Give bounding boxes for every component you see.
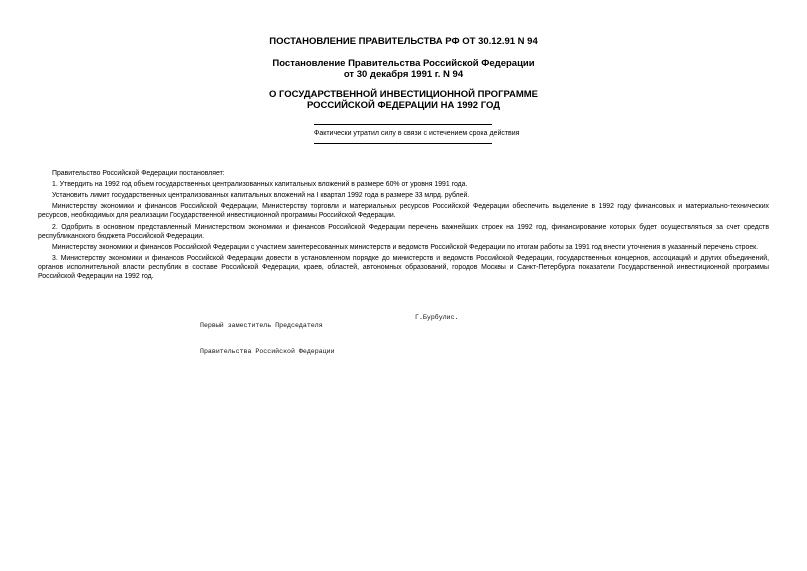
document-body [38, 169, 769, 283]
heading-main-text: ПОСТАНОВЛЕНИЕ ПРАВИТЕЛЬСТВА РФ ОТ 30.12.91 N 94 [269, 36, 538, 47]
signatory-name: Г.Бурбулис. [415, 313, 459, 321]
paragraph: Министерству экономики и финансов Российской Федерации с участием заинтересованных министерств и ведомств Российской Федерации по итогам работы за 1991 год внести уточнения в указанный перечень строек. [52, 243, 759, 251]
signatory-position: Правительства Российской Федерации [200, 347, 335, 355]
signature-block [200, 305, 459, 382]
document-heading [0, 36, 807, 47]
paragraph: 2. Одобрить в основном представленный Министерством экономики и финансов Российской Федерации перечень важнейших строек на 1992 год, финансирование которых будет осуществляться за счет средств республиканского бюджета Российской Федерации. [38, 223, 769, 240]
paragraph: 1. Утвердить на 1992 год объем государственных централизованных капитальных вложений в размере 60% от уровня 1991 года. [52, 181, 468, 189]
paragraph: Министерству экономики и финансов Российской Федерации, Министерству торговли и материальных ресурсов Российской Федерации обеспечить выделение в 1992 году финансовых и материально-технических ресурсов, необходимых для реализации Государственной инвестиционной программы Российской Федерации. [38, 203, 769, 220]
paragraph: Установить лимит государственных централизованных капитальных вложений на I квартал 1992 года в размере 33 млрд. рублей. [52, 192, 470, 200]
paragraph: Правительство Российской Федерации постановляет: [52, 170, 225, 177]
status-note: Фактически утратил силу в связи с истечением срока действия [314, 130, 520, 137]
document-subheading [0, 58, 807, 80]
title-line: РОССИЙСКОЙ ФЕДЕРАЦИИ НА 1992 ГОД [306, 100, 501, 111]
subheading-line: Постановление Правительства Российской Федерации [272, 58, 535, 69]
status-note-block [314, 124, 520, 144]
document-title [0, 89, 807, 111]
title-line: О ГОСУДАРСТВЕННОЙ ИНВЕСТИЦИОННОЙ ПРОГРАММЕ [269, 89, 538, 100]
subheading-line: от 30 декабря 1991 г. N 94 [343, 69, 464, 80]
divider [314, 124, 492, 125]
signatory-position: Первый заместитель Председателя [200, 322, 323, 329]
paragraph: 3. Министерству экономики и финансов Российской Федерации довести в установленном порядке до министерств и ведомств Российской Федерации, государственных концернов, ассоциаций и других объединений, органов исполнительной власти республик в составе Российской Федерации, краев, областей, автономных образований, городов Москвы и Санкт-Петербурга показатели Государственной инвестиционной программы Российской Федерации на 1992 год. [38, 254, 769, 281]
divider [314, 143, 492, 144]
